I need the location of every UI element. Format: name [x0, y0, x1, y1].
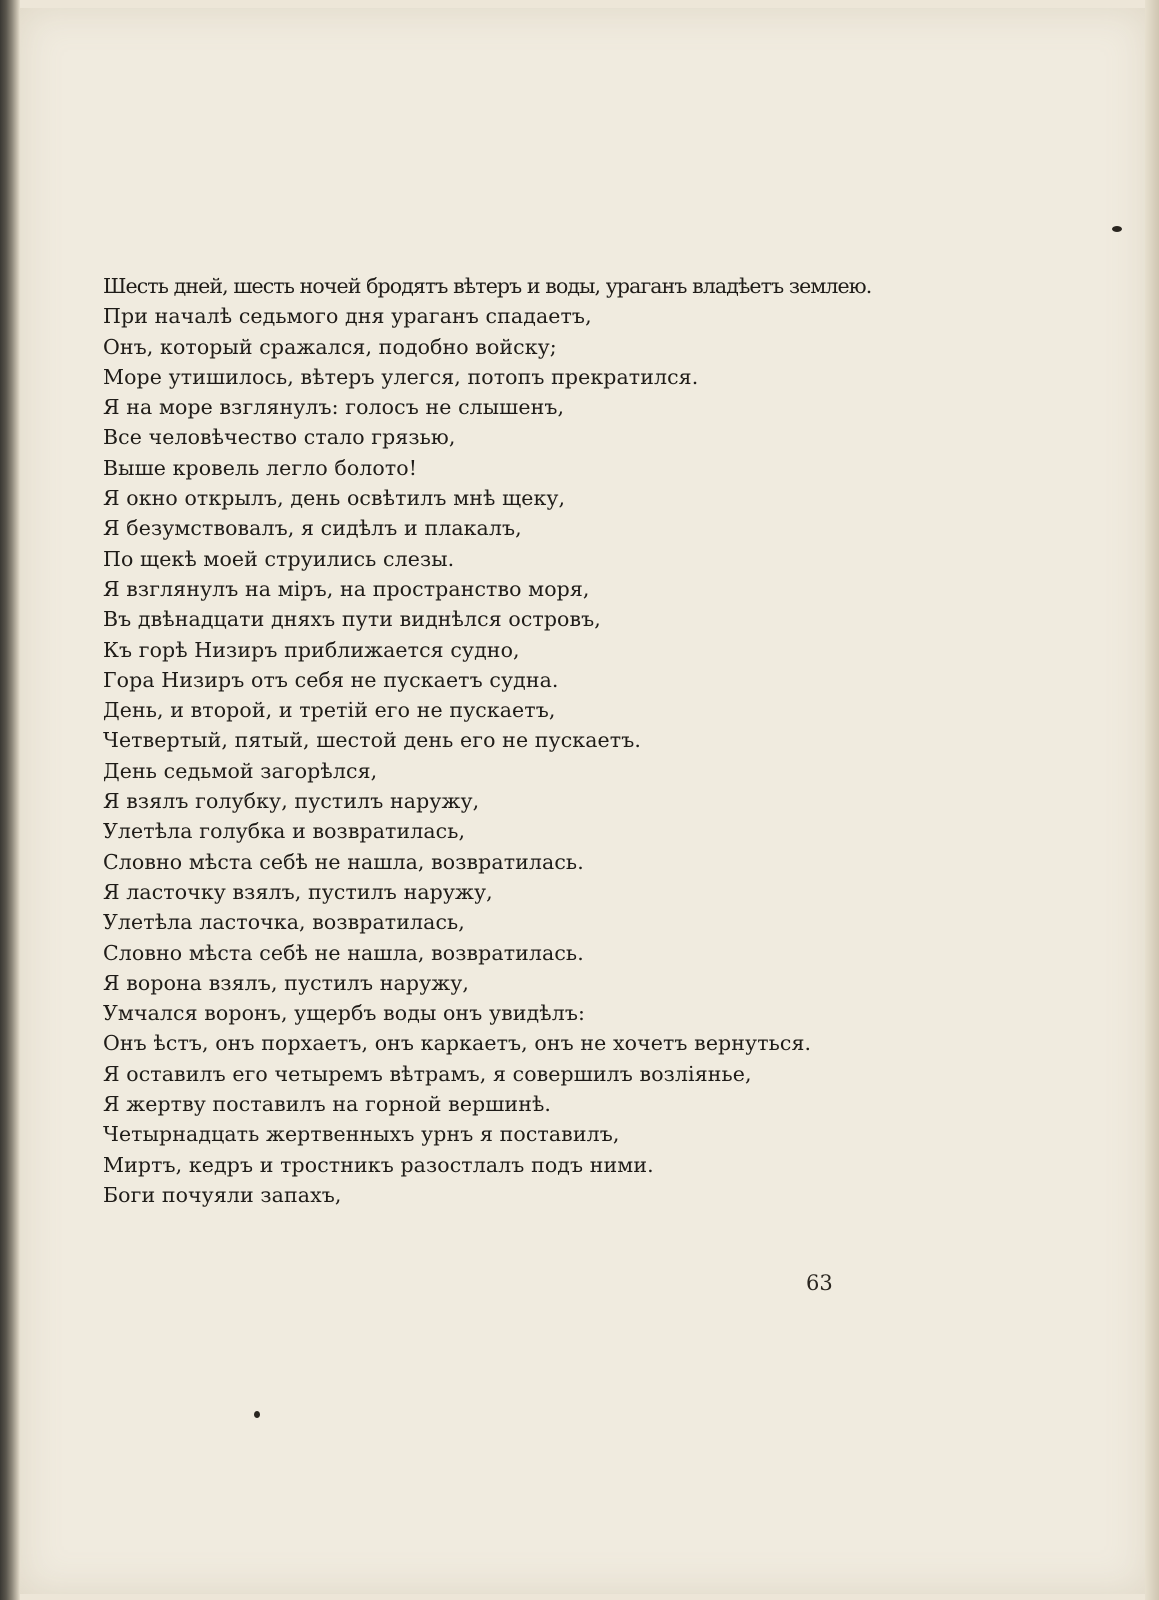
- poem-line: Гора Низиръ отъ себя не пускаетъ судна.: [103, 667, 559, 692]
- poem-line: Выше кровель легло болото!: [103, 455, 418, 480]
- poem-line: Въ двѣнадцати дняхъ пути виднѣлся островъ,: [103, 607, 601, 632]
- poem-line: Улетѣла голубка и возвратилась,: [103, 819, 466, 844]
- poem-line: Я ласточку взялъ, пустилъ наружу,: [103, 879, 493, 904]
- ink-speck: [1112, 226, 1122, 232]
- poem-line: При началѣ седьмого дня ураганъ спадаетъ,: [103, 304, 592, 329]
- poem-line: День седьмой загорѣлся,: [103, 758, 378, 783]
- poem-line: Я взглянулъ на міръ, на пространство моря,: [103, 576, 590, 601]
- poem-line: Все человѣчество стало грязью,: [103, 425, 456, 450]
- poem-line: По щекѣ моей струились слезы.: [103, 546, 455, 571]
- poem-line: Четвертый, пятый, шестой день его не пускаетъ.: [103, 728, 641, 753]
- poem-line: Море утишилось, вѣтеръ улегся, потопъ прекратился.: [103, 364, 699, 389]
- poem-line: День, и второй, и третій его не пускаетъ,: [103, 698, 556, 723]
- page-edge: [1145, 0, 1159, 1600]
- poem-line: Я жертву поставилъ на горной вершинѣ.: [103, 1092, 552, 1117]
- poem-line: Я безумствовалъ, я сидѣлъ и плакалъ,: [103, 516, 522, 541]
- poem-line: Къ горѣ Низиръ приближается судно,: [103, 637, 520, 662]
- poem-line: Я оставилъ его четыремъ вѣтрамъ, я совершилъ возліянье,: [103, 1061, 752, 1086]
- poem-line: Улетѣла ласточка, возвратилась,: [103, 910, 465, 935]
- ink-speck: [254, 1411, 260, 1418]
- poem-line: Умчался воронъ, ущербъ воды онъ увидѣлъ:: [103, 1001, 585, 1026]
- poem-line: Онъ, который сражался, подобно войску;: [103, 334, 557, 359]
- poem-line: Шесть дней, шесть ночей бродятъ вѣтеръ и воды, ураганъ владѣетъ землею.: [103, 274, 872, 298]
- poem-line: Я взялъ голубку, пустилъ наружу,: [103, 789, 480, 814]
- poem-line: Боги почуяли запахъ,: [103, 1182, 342, 1207]
- poem-line: Словно мѣста себѣ не нашла, возвратилась.: [103, 849, 584, 874]
- poem-line: Онъ ѣстъ, онъ порхаетъ, онъ каркаетъ, онъ не хочетъ вернуться.: [103, 1031, 812, 1056]
- poem-line: Я окно открылъ, день освѣтилъ мнѣ щеку,: [103, 486, 566, 511]
- poem-line: Я ворона взялъ, пустилъ наружу,: [103, 970, 469, 995]
- poem-line: Я на море взглянулъ: голосъ не слышенъ,: [103, 395, 565, 420]
- binding-shadow: [0, 0, 20, 1600]
- poem-line: Словно мѣста себѣ не нашла, возвратилась.: [103, 940, 584, 965]
- poem-line: Четырнадцать жертвенныхъ урнъ я поставилъ,: [103, 1122, 620, 1147]
- poem-text: [103, 271, 1003, 1210]
- poem-line: Миртъ, кедръ и тростникъ разостлалъ подъ ними.: [103, 1152, 654, 1177]
- page-number: 63: [806, 1271, 833, 1295]
